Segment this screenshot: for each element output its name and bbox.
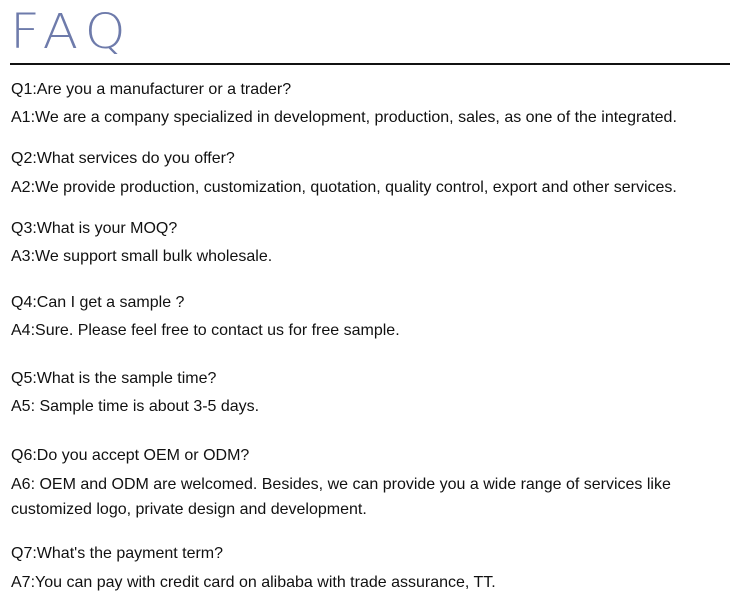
title-divider (10, 63, 730, 65)
faq-answer-6: A6: OEM and ODM are welcomed. Besides, we can provide you a wide range of services like customized logo, private design and development. (11, 476, 671, 518)
faq-question-5: Q5:What is the sample time? (11, 370, 217, 387)
faq-answer-4: A4:Sure. Please feel free to contact us for free sample. (11, 322, 400, 339)
faq-answer-7: A7:You can pay with credit card on alibaba with trade assurance, TT. (11, 574, 496, 591)
faq-answer-3: A3:We support small bulk wholesale. (11, 248, 273, 265)
faq-question-1: Q1:Are you a manufacturer or a trader? (11, 81, 292, 98)
faq-question-3: Q3:What is your MOQ? (11, 220, 178, 237)
faq-answer-2: A2:We provide production, customization, quotation, quality control, export and other services. (11, 179, 677, 196)
faq-question-2: Q2:What services do you offer? (11, 150, 235, 167)
faq-question-4: Q4:Can I get a sample ? (11, 294, 185, 311)
faq-question-6: Q6:Do you accept OEM or ODM? (11, 447, 250, 464)
page-title: FAQ (10, 4, 134, 60)
faq-question-7: Q7:What's the payment term? (11, 545, 224, 562)
faq-answer-1: A1:We are a company specialized in development, production, sales, as one of the integrated. (11, 109, 677, 126)
faq-answer-5: A5: Sample time is about 3-5 days. (11, 398, 260, 415)
